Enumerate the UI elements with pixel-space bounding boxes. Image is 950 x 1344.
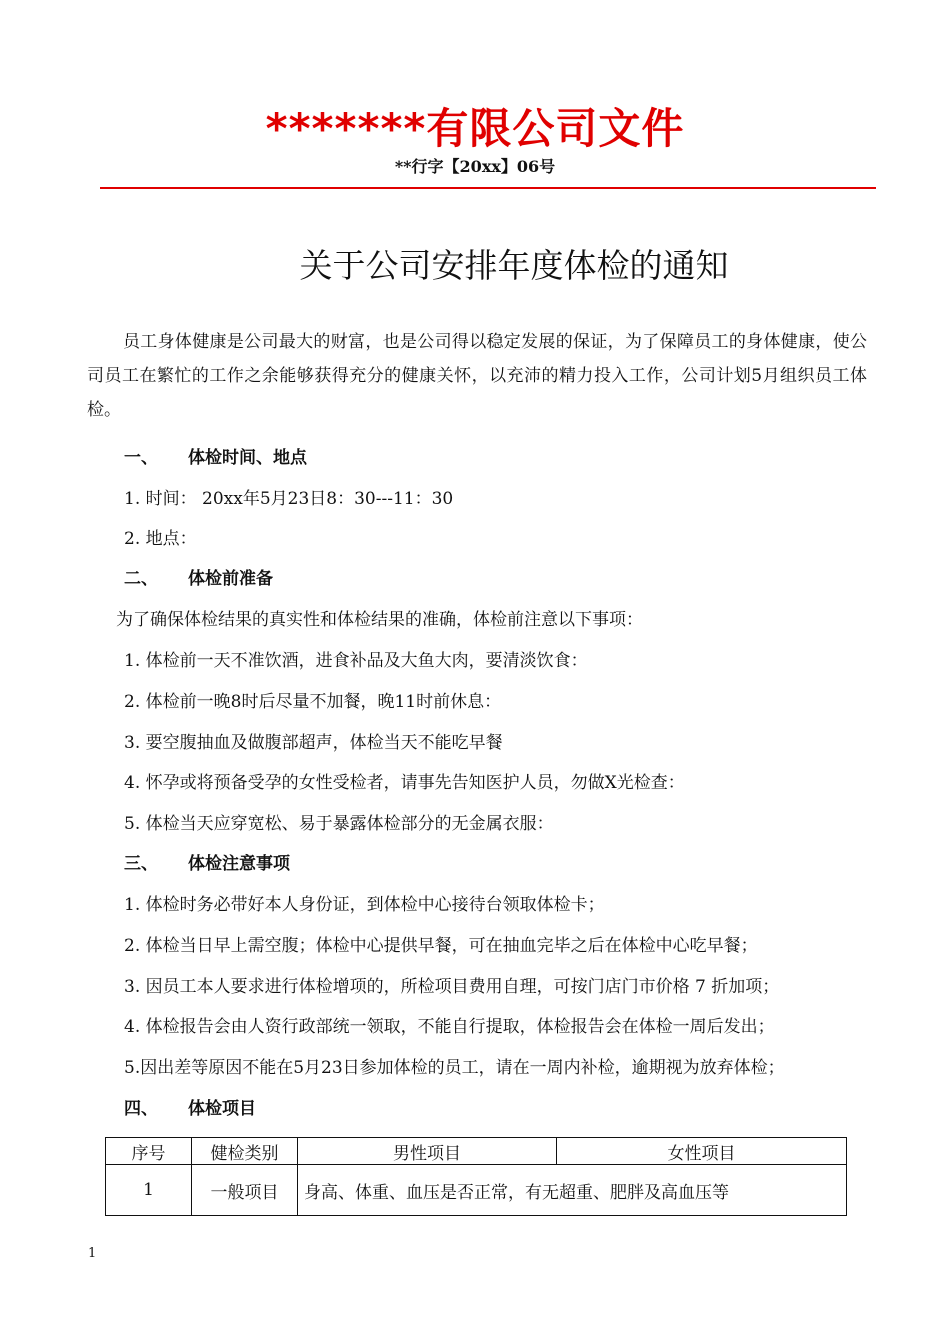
section-title: 体检项目 bbox=[188, 1099, 256, 1119]
section-number: 三、 bbox=[124, 854, 158, 874]
table-cell-category: 一般项目 bbox=[192, 1165, 298, 1216]
section-heading-4 bbox=[124, 1097, 256, 1121]
list-item: 1. 体检时务必带好本人身份证，到体检中心接待台领取体检卡； bbox=[124, 895, 605, 915]
table-header-cell: 序号 bbox=[106, 1138, 192, 1165]
list-item: 4. 怀孕或将预备受孕的女性受检者，请事先告知医护人员，勿做X光检查： bbox=[124, 773, 685, 793]
section-number: 二、 bbox=[124, 569, 158, 589]
list-item: 3. 因员工本人要求进行体检增项的，所检项目费用自理，可按门店门市价格 7 折加项； bbox=[124, 977, 780, 997]
header-divider bbox=[100, 187, 876, 189]
list-item: 5. 体检当天应穿宽松、易于暴露体检部分的无金属衣服： bbox=[124, 814, 554, 834]
table-header-cell: 男性项目 bbox=[298, 1138, 557, 1165]
table-header-row bbox=[106, 1138, 847, 1165]
list-item: 1. 体检前一天不准饮酒，进食补品及大鱼大肉，要清淡饮食： bbox=[124, 651, 588, 671]
list-item: 3. 要空腹抽血及做腹部超声，体检当天不能吃早餐 bbox=[124, 733, 503, 753]
section-title: 体检时间、地点 bbox=[188, 448, 307, 468]
list-item: 5.因出差等原因不能在5月23日参加体检的员工，请在一周内补检，逾期视为放弃体检； bbox=[124, 1058, 785, 1078]
section-number: 四、 bbox=[124, 1099, 158, 1119]
section-heading-3 bbox=[124, 852, 290, 876]
section-title: 体检注意事项 bbox=[188, 854, 290, 874]
section-lead: 为了确保体检结果的真实性和体检结果的准确，体检前注意以下事项： bbox=[116, 610, 643, 630]
section-title: 体检前准备 bbox=[188, 569, 273, 589]
list-item: 1. 时间： 20xx年5月23日8：30---11：30 bbox=[124, 489, 454, 509]
section-heading-1 bbox=[124, 446, 307, 470]
notice-title: 关于公司安排年度体检的通知 bbox=[299, 246, 729, 285]
table-header-cell: 健检类别 bbox=[192, 1138, 298, 1165]
exam-items-table bbox=[105, 1137, 847, 1216]
list-item: 2. 体检当日早上需空腹；体检中心提供早餐，可在抽血完毕之后在体检中心吃早餐； bbox=[124, 936, 758, 956]
section-number: 一、 bbox=[124, 448, 158, 468]
list-item: 2. 体检前一晚8时后尽量不加餐，晚11时前休息： bbox=[124, 692, 502, 712]
table-cell-content: 身高、体重、血压是否正常，有无超重、肥胖及高血压等 bbox=[298, 1165, 847, 1216]
page-number: 1 bbox=[88, 1246, 97, 1261]
table-header-cell: 女性项目 bbox=[557, 1138, 847, 1165]
section-heading-2 bbox=[124, 567, 273, 591]
document-number: **行字【20xx】06号 bbox=[394, 157, 556, 176]
table-cell-no: 1 bbox=[106, 1165, 192, 1216]
company-header: *******有限公司文件 bbox=[265, 104, 685, 153]
list-item: 2. 地点： bbox=[124, 529, 197, 549]
list-item: 4. 体检报告会由人资行政部统一领取，不能自行提取，体检报告会在体检一周后发出； bbox=[124, 1017, 775, 1037]
intro-paragraph: 员工身体健康是公司最大的财富，也是公司得以稳定发展的保证，为了保障员工的身体健康，使公司员工在繁忙的工作之余能够获得充分的健康关怀，以充沛的精力投入工作，公司计划5月组织员工体检。 bbox=[87, 332, 867, 420]
table-row bbox=[106, 1165, 847, 1216]
